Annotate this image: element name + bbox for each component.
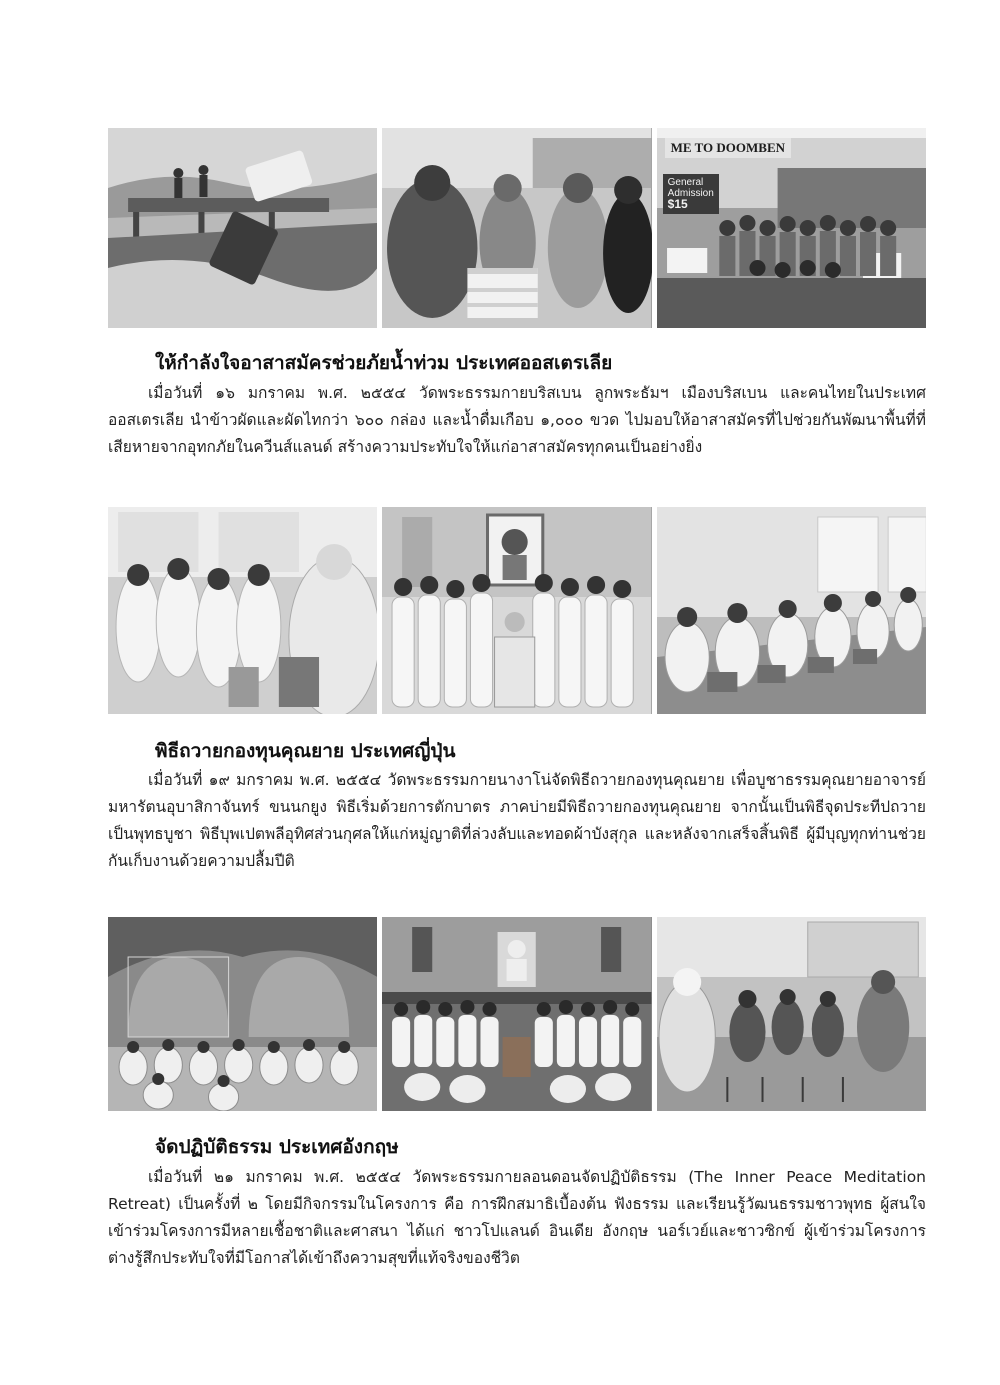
section-title-australia: ให้กำลังใจอาสาสมัครช่วยภัยน้ำท่วม ประเทศออสเตรเลีย: [155, 352, 613, 374]
section-title-england: จัดปฏิบัติธรรม ประเทศอังกฤษ: [155, 1136, 399, 1158]
section-title-japan: พิธีถวายกองทุนคุณยาย ประเทศญี่ปุ่น: [155, 740, 456, 762]
photo-group-portrait: [382, 507, 651, 714]
photo-row-australia: [108, 128, 926, 328]
price-sign-line1: General: [667, 177, 704, 188]
photo-meditation-group: [382, 917, 651, 1111]
photo-alms-offering: [108, 507, 377, 714]
photo-price-sign: [663, 174, 719, 214]
section-body-australia: เมื่อวันที่ ๑๖ มกราคม พ.ศ. ๒๕๕๔ วัดพระธรรมกายบริสเบน ลูกพระธัมฯ เมืองบริสเบน และคนไทยในประเทศออสเตรเลีย นำข้าวผัดและผัดไทกว่า ๖๐๐ กล่อง และน้ำดื่มเกือบ ๑,๐๐๐ ขวด ไปมอบให้อาสาสมัครที่ไปช่วยกันพัฒนาพื้นที่ที่เสียหายจากอุทกภัยในควีนส์แลนด์ สร้างความประทับใจให้แก่อาสาสมัครทุกคนเป็นอย่างยิ่ง: [108, 384, 926, 456]
photo-sign-text: ME TO DOOMBEN: [665, 138, 791, 158]
photo-meditation-hall: [108, 917, 377, 1111]
section-body-japan: เมื่อวันที่ ๑๙ มกราคม พ.ศ. ๒๕๕๔ วัดพระธรรมกายนางาโน่จัดพิธีถวายกองทุนคุณยาย เพื่อบูชาธรรมคุณยายอาจารย์มหารัตนอุบาสิกาจันทร์ ขนนกยูง พิธีเริ่มด้วยการตักบาตร ภาคบ่ายมีพิธีถวายกองทุนคุณยาย จากนั้นเป็นพิธีจุดประทีปถวายเป็นพุทธบูชา พิธีบุพเปตพลีอุทิศส่วนกุศลให้แก่หมู่ญาติที่ล่วงลับและทอดผ้าบังสุกุล และหลังจากเสร็จสิ้นพิธี ผู้มีบุญทุกท่านช่วยกันเก็บงานด้วยความปลื้มปีติ: [108, 771, 926, 870]
photo-row-england: [108, 917, 926, 1111]
photo-flood-damaged-bridge: [108, 128, 377, 328]
photo-volunteers-group: [657, 128, 926, 328]
photo-food-distribution: [382, 128, 651, 328]
photo-row-japan: [108, 507, 926, 714]
price-sign-amount: $15: [667, 197, 688, 211]
photo-seated-ceremony: [657, 507, 926, 714]
price-sign-line2: Admission: [667, 188, 714, 199]
photo-discussion-circle: [657, 917, 926, 1111]
section-body-england: เมื่อวันที่ ๒๑ มกราคม พ.ศ. ๒๕๕๔ วัดพระธรรมกายลอนดอนจัดปฏิบัติธรรม (The Inner Peace Meditation Retreat) เป็นครั้งที่ ๒ โดยมีกิจกรรมในโครงการ คือ การฝึกสมาธิเบื้องต้น ฟังธรรม และเรียนรู้วัฒนธรรมชาวพุทธ ผู้สนใจเข้าร่วมโครงการมีหลายเชื้อชาติและศาสนา ได้แก่ ชาวโปแลนด์ อินเดีย อังกฤษ นอร์เวย์และชาวซิกข์ ผู้เข้าร่วมโครงการต่างรู้สึกประทับใจที่มีโอกาสได้เข้าถึงความสุขที่แท้จริงของชีวิต: [108, 1168, 926, 1267]
